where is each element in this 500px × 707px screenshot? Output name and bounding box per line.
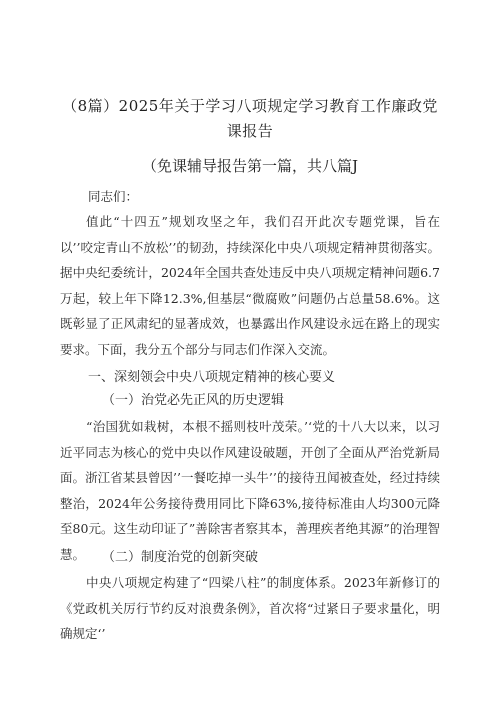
document-title-line1: （8篇）2025年关于学习八项规定学习教育工作廉政党 xyxy=(62,97,438,115)
paragraph-1-2: 中央八项规定构建了“四梁八柱”的制度体系。2023年新修订的《党政机关厉行节约反对浪费条例》，首次将“过紧日子要求量化，明确规定‘’ xyxy=(60,575,440,641)
paragraph-intro: 值此“十四五”规划攻坚之年，我们召开此次专题党课，旨在以’’咬定青山不放松’’的韧劲，持续深化中央八项规定精神贯彻落实。据中央纪委统计，2024年全国共查处违反中央八项规定精神问题6.7万起，较上年下降12.3%,但基层“微腐败”问题仍占总量58.6%。这既彰显了正风肃纪的显著成效，也暴露出作风建设永远在路上的现实要求。下面，我分五个部分与同志们作深入交流。 xyxy=(60,214,440,357)
document-title-line2: 课报告 xyxy=(226,122,274,140)
section-heading-1: 一、深刻领会中央八项规定精神的核心要义 xyxy=(88,370,336,385)
subsection-heading-1-2: （二）制度治党的创新突破 xyxy=(102,550,259,565)
document-subtitle: （免课辅导报告第一篇，共八篇J xyxy=(141,157,358,175)
paragraph-1-1: “治国犹如栽树，本根不摇则枝叶茂荣。’‘党的十八大以来，以习近平同志为核心的党中央以作风建设破题，开创了全面从严治党新局面。浙江省某县曾因’’一餐吃掉一头牛’’的接待丑闻被查处，经过持续整治，2024年公务接待费用同比下降63%,接待标准由人均300元降至80元。这生动印证了”善除害者察其本，善理疾者绝其源”的治理智慧。 xyxy=(60,419,440,562)
greeting: 同志们： xyxy=(88,189,139,204)
subsection-heading-1-1: （一）治党必先正风的历史逻辑 xyxy=(102,393,285,408)
